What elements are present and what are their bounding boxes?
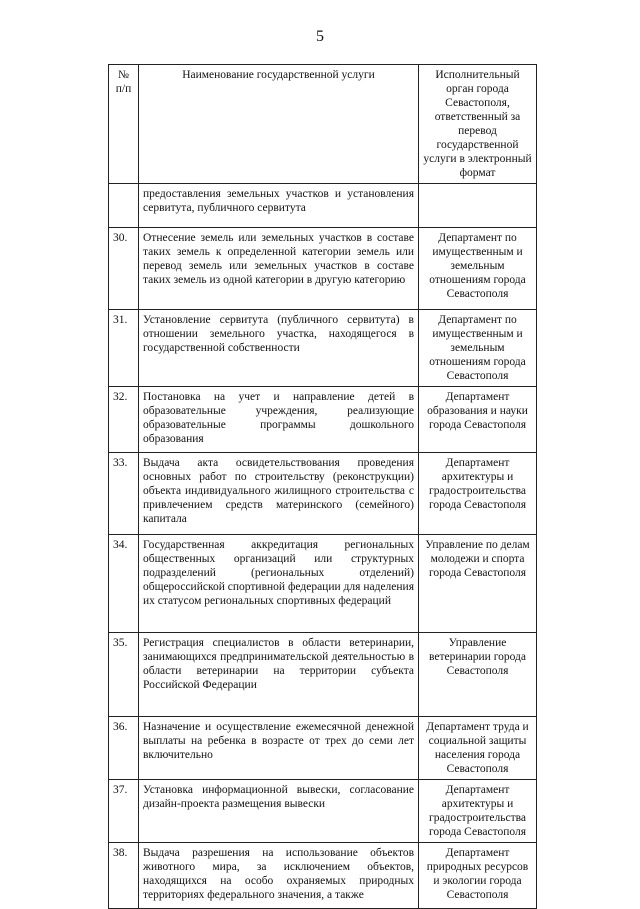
row-org: Управление по делам молодежи и спорта города Севастополя: [419, 535, 537, 633]
row-num: [109, 184, 139, 228]
table-row: [109, 633, 537, 717]
header-org: Исполнительный орган города Севастополя, ответственный за перевод государственной услуги в электронный формат: [419, 65, 537, 184]
row-num: 34.: [109, 535, 139, 633]
row-num: 30.: [109, 228, 139, 310]
row-num: 31.: [109, 310, 139, 387]
row-num: 36.: [109, 717, 139, 780]
table-row: [109, 387, 537, 453]
row-num: 32.: [109, 387, 139, 453]
table-row: [109, 310, 537, 387]
services-table: [108, 64, 537, 909]
row-org: Департамент по имущественным и земельным отношениям города Севастополя: [419, 228, 537, 310]
row-org: Департамент архитектуры и градостроительства города Севастополя: [419, 453, 537, 535]
row-num: 38.: [109, 843, 139, 909]
row-org: Департамент образования и науки города Севастополя: [419, 387, 537, 453]
row-service-name: Постановка на учет и направление детей в образовательные учреждения, реализующие образовательные программы дошкольного образования: [139, 387, 419, 453]
row-num: 35.: [109, 633, 139, 717]
row-org: Департамент архитектуры и градостроительства города Севастополя: [419, 780, 537, 843]
row-org: [419, 184, 537, 228]
header-num: № п/п: [109, 65, 139, 184]
row-org: Департамент природных ресурсов и экологии города Севастополя: [419, 843, 537, 909]
table-row: [109, 535, 537, 633]
header-name: Наименование государственной услуги: [139, 65, 419, 184]
table-row: [109, 717, 537, 780]
row-service-name: Назначение и осуществление ежемесячной денежной выплаты на ребенка в возрасте от трех до семи лет включительно: [139, 717, 419, 780]
table-row: [109, 184, 537, 228]
row-service-name: Установление сервитута (публичного сервитута) в отношении земельного участка, находящегося в государственной собственности: [139, 310, 419, 387]
row-num: 37.: [109, 780, 139, 843]
table-row: [109, 228, 537, 310]
page-number: 5: [316, 28, 324, 45]
row-service-name: предоставления земельных участков и установления сервитута, публичного сервитута: [139, 184, 419, 228]
row-service-name: Регистрация специалистов в области ветеринарии, занимающихся предпринимательской деятельностью в области ветеринарии на территории субъекта Российской Федерации: [139, 633, 419, 717]
row-service-name: Выдача разрешения на использование объектов животного мира, за исключением объектов, находящихся на особо охраняемых природных территориях федерального значения, а также: [139, 843, 419, 909]
row-org: Департамент труда и социальной защиты населения города Севастополя: [419, 717, 537, 780]
table-header-row: [109, 65, 537, 184]
table-row: [109, 453, 537, 535]
row-service-name: Государственная аккредитация региональных общественных организаций или структурных подразделений (региональных отделений) общероссийской спортивной федерации для наделения их статусом региональных спортивных федераций: [139, 535, 419, 633]
row-org: Департамент по имущественным и земельным отношениям города Севастополя: [419, 310, 537, 387]
row-service-name: Отнесение земель или земельных участков в составе таких земель к определенной категории земель или перевод земель или земельных участков в составе таких земель из одной категории в другую категорию: [139, 228, 419, 310]
table-row: [109, 843, 537, 909]
table-row: [109, 780, 537, 843]
row-service-name: Выдача акта освидетельствования проведения основных работ по строительству (реконструкции) объекта индивидуального жилищного строительства с привлечением средств материнского (семейного) капитала: [139, 453, 419, 535]
row-service-name: Установка информационной вывески, согласование дизайн-проекта размещения вывески: [139, 780, 419, 843]
row-num: 33.: [109, 453, 139, 535]
row-org: Управление ветеринарии города Севастополя: [419, 633, 537, 717]
